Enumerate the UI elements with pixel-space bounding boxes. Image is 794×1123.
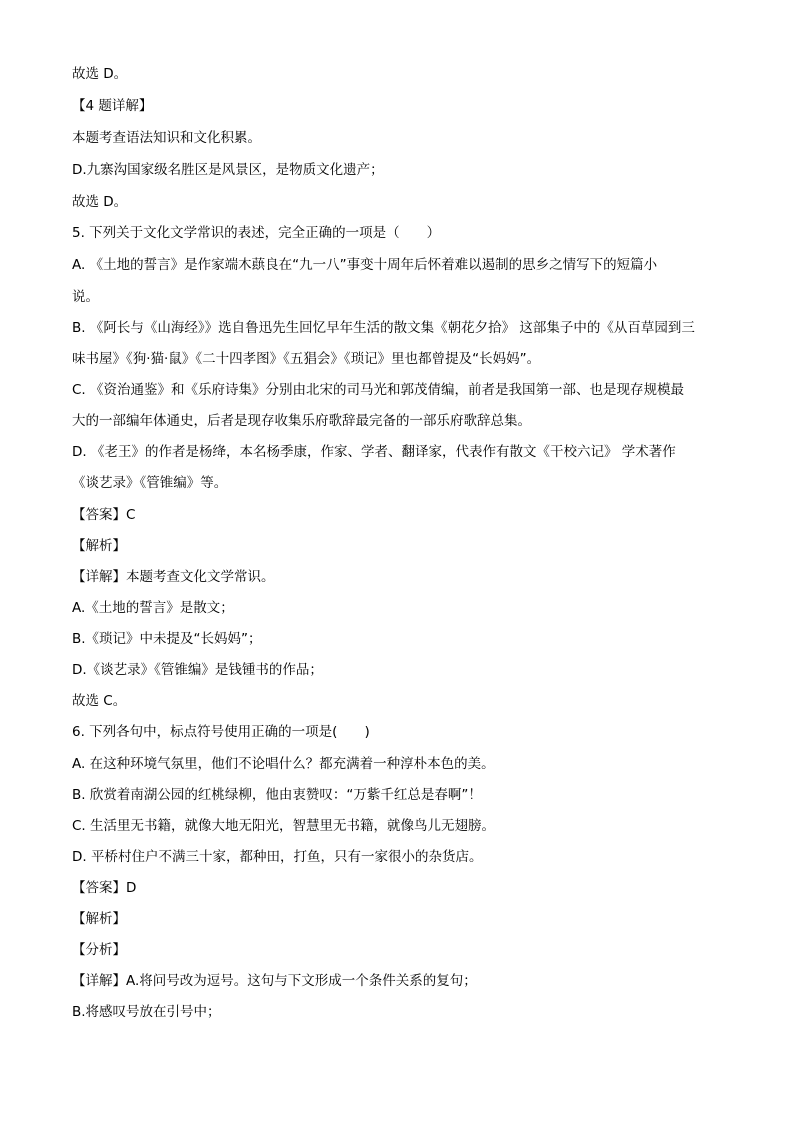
analysis-label: 【解析】 — [72, 538, 126, 554]
text-line: 《谈艺录》《管锥编》等。 — [72, 475, 228, 491]
text-line: 说。 — [72, 289, 99, 305]
text-line: 故选 C。 — [72, 693, 127, 709]
option-a: A. 在这种环境气氛里，他们不论唱什么？都充满着一种淳朴本色的美。 — [72, 756, 495, 772]
text-line: 故选 D。 — [72, 194, 128, 210]
option-b: B. 《阿长与《山海经》》选自鲁迅先生回忆早年生活的散文集《朝花夕拾》 这部集子中的《从百草园到三 — [72, 320, 695, 336]
text-line: D.九寨沟国家级名胜区是风景区，是物质文化遗产； — [72, 162, 384, 178]
text-line: 大的一部编年体通史，后者是现存收集乐府歌辞最完备的一部乐府歌辞总集。 — [72, 413, 531, 429]
text-line: 【分析】 — [72, 942, 126, 958]
answer-label: 【答案】C — [72, 507, 136, 523]
text-line: 【详解】本题考查文化文学常识。 — [72, 569, 275, 585]
text-line: B.将感叹号放在引号中； — [72, 1004, 221, 1020]
text-line: 味书屋》《狗·猫·鼠》《二十四孝图》《五猖会》《琐记》里也都曾提及“长妈妈”。 — [72, 351, 541, 367]
text-line: B.《琐记》中未提及“长妈妈”； — [72, 631, 262, 647]
text-line: D.《谈艺录》《管锥编》是钱锺书的作品； — [72, 662, 323, 678]
text-line: 【详解】A.将问号改为逗号。这句与下文形成一个条件关系的复句； — [72, 973, 477, 989]
option-d: D. 平桥村住户不满三十家，都种田，打鱼，只有一家很小的杂货店。 — [72, 849, 483, 865]
option-d: D. 《老王》的作者是杨绛，本名杨季康，作家、学者、翻译家，代表作有散文《干校六记》 学术著作 — [72, 444, 676, 460]
answer-label: 【答案】D — [72, 880, 137, 896]
question-5: 5. 下列关于文化文学常识的表述，完全正确的一项是（ ） — [72, 225, 441, 241]
text-line: A.《土地的誓言》是散文； — [72, 600, 234, 616]
option-b: B. 欣赏着南湖公园的红桃绿柳，他由衷赞叹：“万紫千红总是春啊”！ — [72, 787, 482, 803]
analysis-label: 【解析】 — [72, 911, 126, 927]
question-6: 6. 下列各句中，标点符号使用正确的一项是( ) — [72, 724, 370, 740]
option-c: C. 生活里无书籍，就像大地无阳光，智慧里无书籍，就像鸟儿无翅膀。 — [72, 818, 496, 834]
text-line: 【4 题详解】 — [72, 98, 153, 114]
option-c: C. 《资治通鉴》和《乐府诗集》分别由北宋的司马光和郭茂倩编，前者是我国第一部、也是现存规模最 — [72, 382, 685, 398]
option-a: A. 《土地的誓言》是作家端木蕻良在“九一八”事变十周年后怀着难以遏制的思乡之情写下的短篇小 — [72, 257, 658, 273]
text-line: 本题考查语法知识和文化积累。 — [72, 130, 261, 146]
text-line: 故选 D。 — [72, 66, 128, 82]
